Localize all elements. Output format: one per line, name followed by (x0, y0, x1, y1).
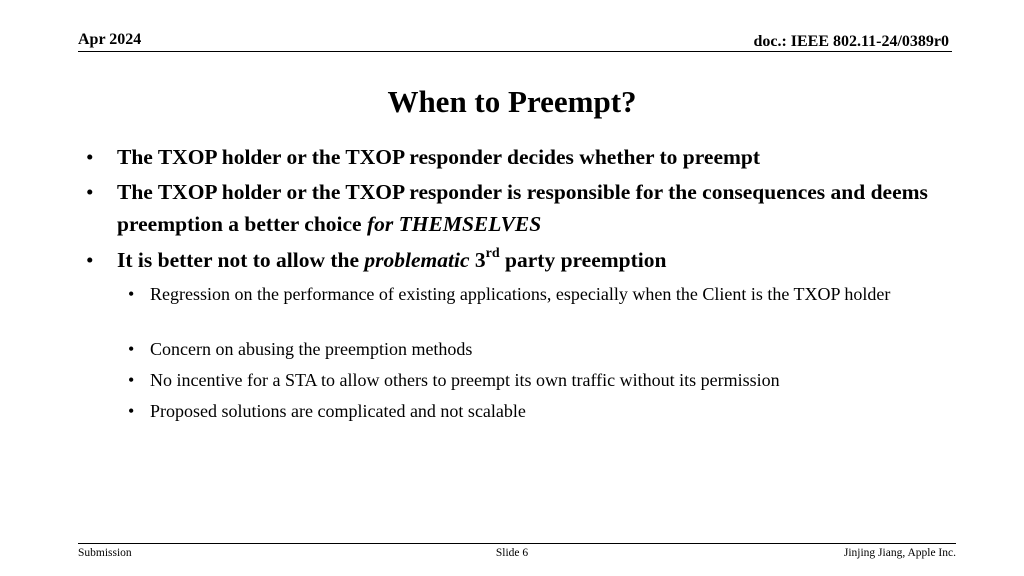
header-doc-id: doc.: IEEE 802.11-24/0389r0 (753, 33, 949, 50)
sub-bullet-4 (128, 399, 920, 424)
sub-bullet-marker: • (128, 370, 135, 390)
bullet-1-text: The TXOP holder or the TXOP responder decides whether to preempt (117, 145, 761, 169)
bullet-marker: • (86, 180, 94, 204)
header-date: Apr 2024 (78, 31, 142, 48)
footer-divider (78, 543, 956, 544)
bullet-3-number: 3 (474, 248, 486, 272)
footer-slide-number: Slide 6 (495, 547, 529, 559)
sub-bullet-3 (128, 368, 920, 393)
slide-title: When to Preempt? (387, 84, 637, 119)
sub-bullet-1 (128, 282, 920, 307)
bullet-3 (86, 244, 937, 276)
bullet-1 (86, 141, 937, 173)
sub-bullet-2 (128, 337, 920, 362)
bullet-2 (86, 176, 937, 240)
bullet-3-text-after: party preemption (505, 248, 667, 272)
bullet-3-text-before: It is better not to allow the (117, 248, 360, 272)
bullet-marker: • (86, 248, 94, 272)
sub-bullet-1-text: Regression on the performance of existing applications, especially when the Client is the TXOP holder (150, 284, 891, 304)
bullet-2-text: The TXOP holder or the TXOP responder is responsible for the consequences and deems preemption a better choice (117, 180, 928, 236)
bullet-2-emphasis: for THEMSELVES (366, 212, 542, 236)
sub-bullet-2-text: Concern on abusing the preemption methods (150, 339, 473, 359)
header-divider (78, 51, 952, 52)
sub-bullet-4-text: Proposed solutions are complicated and not scalable (150, 401, 526, 421)
bullet-marker: • (86, 145, 94, 169)
sub-bullet-marker: • (128, 339, 135, 359)
bullet-3-emphasis: problematic (364, 248, 470, 272)
footer-submission: Submission (78, 547, 132, 559)
footer-author: Jinjing Jiang, Apple Inc. (843, 547, 956, 559)
sub-bullet-3-text: No incentive for a STA to allow others to preempt its own traffic without its permission (150, 370, 780, 390)
bullet-3-superscript: rd (485, 245, 500, 261)
sub-bullet-marker: • (128, 401, 135, 421)
sub-bullet-marker: • (128, 284, 135, 304)
